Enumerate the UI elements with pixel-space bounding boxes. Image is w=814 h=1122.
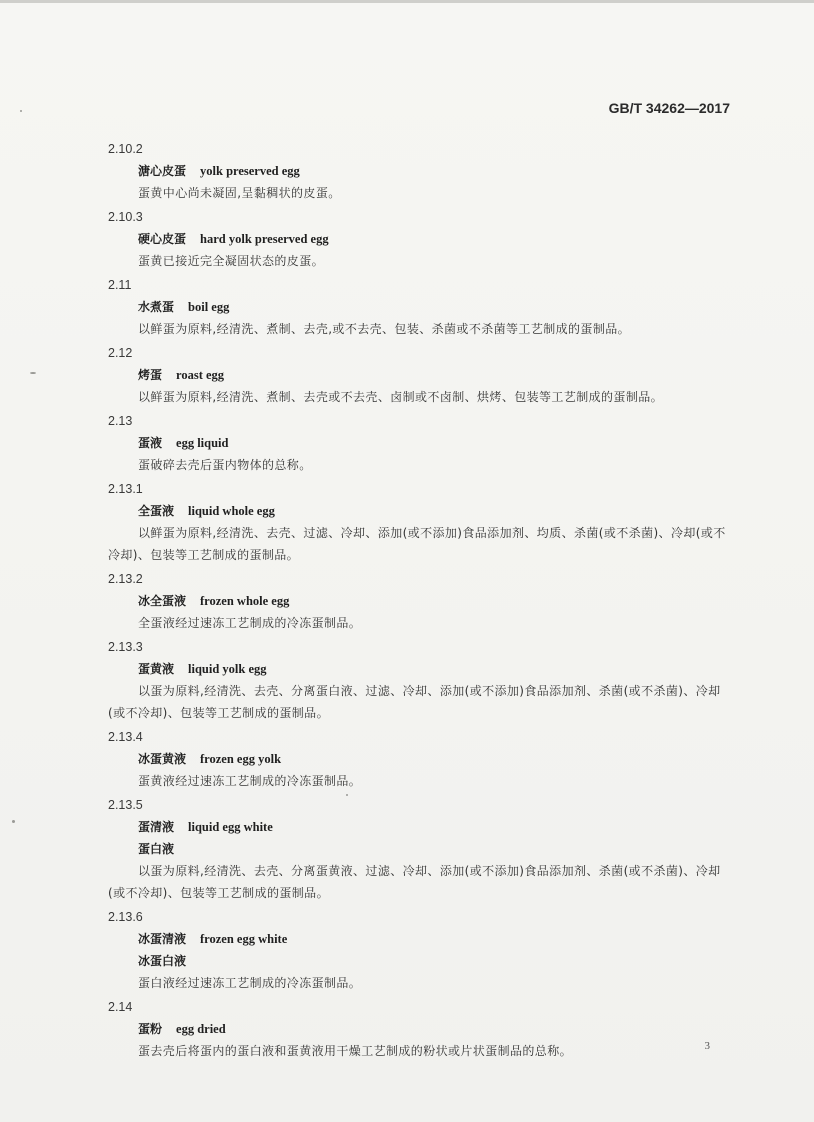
- term-definition: 蛋破碎去壳后蛋内物体的总称。: [138, 458, 312, 472]
- term-definition: 以蛋为原料,经清洗、去壳、分离蛋黄液、过滤、冷却、添加(或不添加)食品添加剂、杀菌(或不杀菌)、冷却(或不冷却)、包装等工艺制成的蛋制品。: [108, 864, 721, 900]
- term-definition: 全蛋液经过速冻工艺制成的冷冻蛋制品。: [138, 616, 362, 630]
- term-zh: 水煮蛋: [138, 300, 175, 314]
- clause-number: 2.14: [108, 1000, 133, 1014]
- term-synonym: 蛋白液: [138, 842, 175, 856]
- term-definition: 蛋白液经过速冻工艺制成的冷冻蛋制品。: [138, 976, 362, 990]
- term-heading: [108, 816, 734, 838]
- term-zh: 冰蛋清液: [138, 932, 187, 946]
- term-heading: [108, 228, 734, 250]
- term-en: frozen egg white: [200, 932, 288, 946]
- term-heading: [108, 296, 734, 318]
- term-definition: 以鲜蛋为原料,经清洗、煮制、去壳或不去壳、卤制或不卤制、烘烤、包装等工艺制成的蛋制品。: [138, 390, 664, 404]
- term-en: liquid egg white: [188, 820, 273, 834]
- page-number: 3: [704, 1040, 710, 1052]
- term-heading: [108, 500, 734, 522]
- term-en: liquid whole egg: [188, 504, 275, 518]
- term-zh: 冰全蛋液: [138, 594, 187, 608]
- term-en: hard yolk preserved egg: [200, 232, 329, 246]
- clause-number: 2.13.2: [108, 572, 143, 586]
- term-en: egg dried: [176, 1022, 226, 1036]
- clause-number: 2.13.4: [108, 730, 143, 744]
- clause-number: 2.13.6: [108, 910, 143, 924]
- term-en: frozen egg yolk: [200, 752, 282, 766]
- term-zh: 蛋粉: [138, 1022, 163, 1036]
- term-definition: 蛋黄中心尚未凝固,呈黏稠状的皮蛋。: [138, 186, 341, 200]
- clause-number: 2.13.5: [108, 798, 143, 812]
- term-definition: 以蛋为原料,经清洗、去壳、分离蛋白液、过滤、冷却、添加(或不添加)食品添加剂、杀菌(或不杀菌)、冷却(或不冷却)、包装等工艺制成的蛋制品。: [108, 684, 721, 720]
- scan-speck: [30, 372, 36, 374]
- term-en: liquid yolk egg: [188, 662, 267, 676]
- terms-list: [108, 136, 734, 1062]
- term-heading: [108, 364, 734, 386]
- term-synonym: 冰蛋白液: [138, 954, 187, 968]
- term-definition: 蛋黄液经过速冻工艺制成的冷冻蛋制品。: [138, 774, 362, 788]
- term-zh: 烤蛋: [138, 368, 163, 382]
- clause-number: 2.13: [108, 414, 133, 428]
- term-en: yolk preserved egg: [200, 164, 300, 178]
- clause-number: 2.13.1: [108, 482, 143, 496]
- term-zh: 硬心皮蛋: [138, 232, 187, 246]
- term-zh: 蛋黄液: [138, 662, 175, 676]
- term-zh: 蛋液: [138, 436, 163, 450]
- term-heading: [108, 748, 734, 770]
- clause-number: 2.12: [108, 346, 133, 360]
- term-heading: [108, 160, 734, 182]
- term-heading: [108, 590, 734, 612]
- term-definition: 蛋黄已接近完全凝固状态的皮蛋。: [138, 254, 325, 268]
- term-en: boil egg: [188, 300, 230, 314]
- term-heading: [108, 432, 734, 454]
- scan-speck: [20, 110, 22, 112]
- term-zh: 蛋清液: [138, 820, 175, 834]
- term-zh: 全蛋液: [138, 504, 175, 518]
- clause-number: 2.13.3: [108, 640, 143, 654]
- clause-number: 2.11: [108, 278, 132, 292]
- clause-number: 2.10.3: [108, 210, 143, 224]
- scan-speck: [12, 820, 15, 823]
- term-definition: 蛋去壳后将蛋内的蛋白液和蛋黄液用干燥工艺制成的粉状或片状蛋制品的总称。: [138, 1044, 573, 1058]
- term-definition: 以鲜蛋为原料,经清洗、煮制、去壳,或不去壳、包装、杀菌或不杀菌等工艺制成的蛋制品。: [138, 322, 631, 336]
- term-zh: 冰蛋黄液: [138, 752, 187, 766]
- term-heading: [108, 928, 734, 950]
- term-definition: 以鲜蛋为原料,经清洗、去壳、过滤、冷却、添加(或不添加)食品添加剂、均质、杀菌(或不杀菌)、冷却(或不冷却)、包装等工艺制成的蛋制品。: [108, 526, 726, 562]
- scan-edge: [0, 0, 814, 3]
- clause-number: 2.10.2: [108, 142, 143, 156]
- term-en: frozen whole egg: [200, 594, 290, 608]
- term-en: egg liquid: [176, 436, 229, 450]
- term-en: roast egg: [176, 368, 225, 382]
- term-heading: [108, 658, 734, 680]
- term-heading: [108, 1018, 734, 1040]
- term-zh: 溏心皮蛋: [138, 164, 187, 178]
- standard-number: GB/T 34262—2017: [608, 100, 730, 116]
- scan-speck: [346, 794, 348, 796]
